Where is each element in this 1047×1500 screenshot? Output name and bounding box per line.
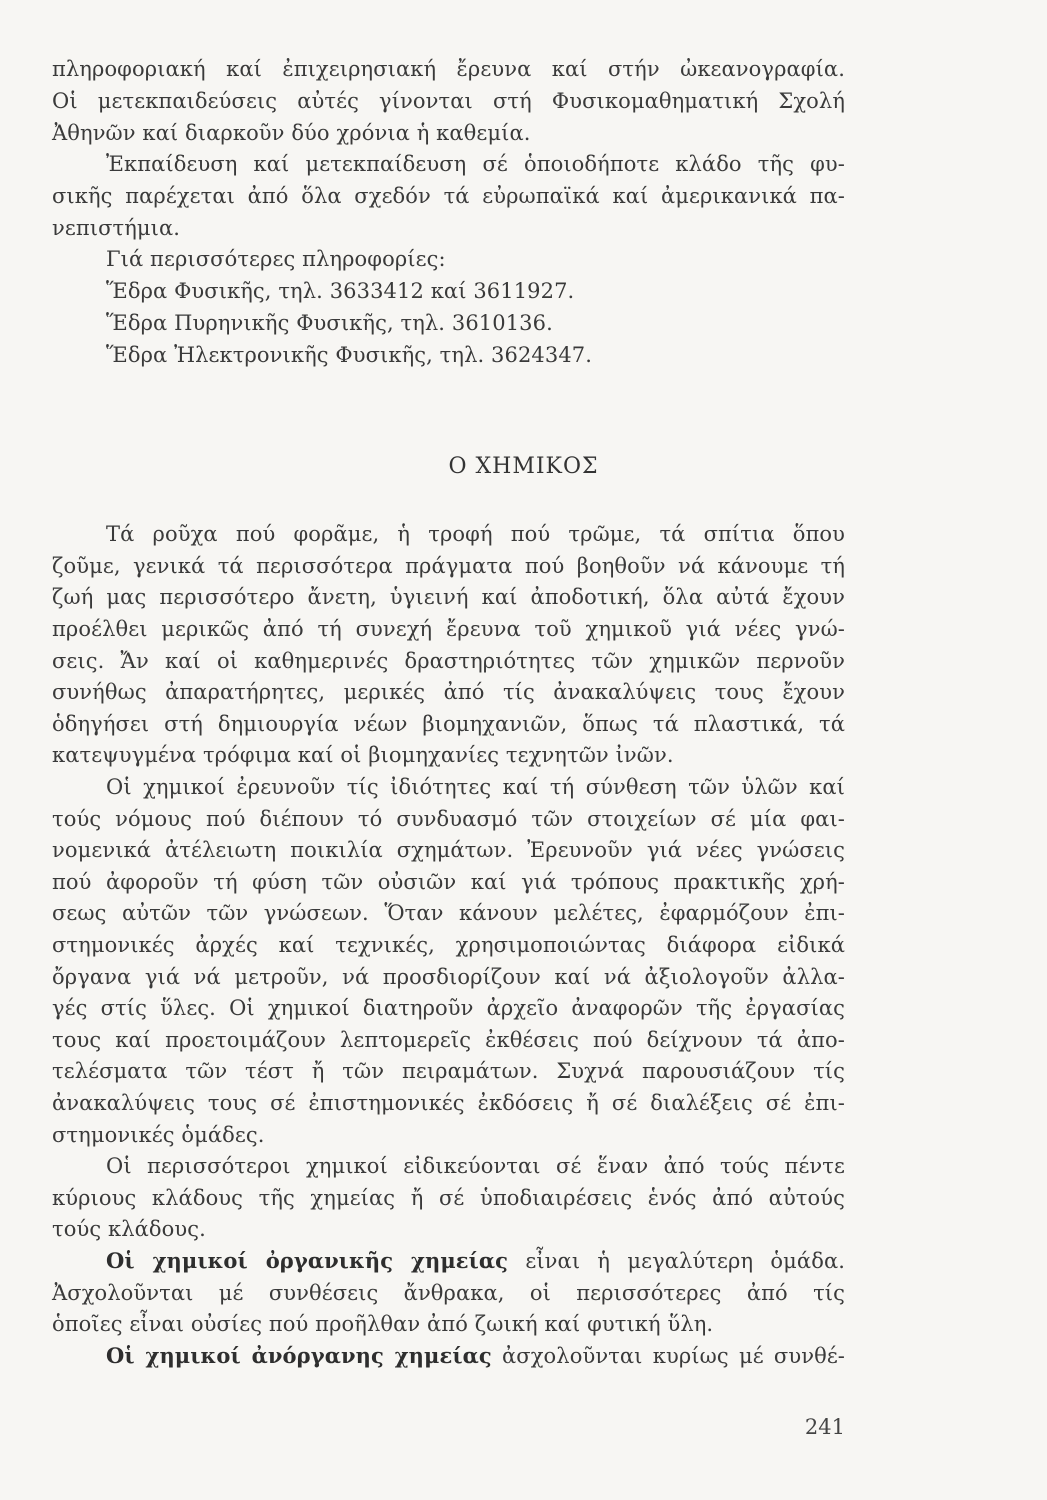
text-line: Ἀσχολοῦνται μέ συνθέσεις ἄνθρακα, οἱ περισσότερες ἀπό τίς	[52, 1281, 845, 1305]
text-line: σεις. Ἄν καί οἱ καθημερινές δραστηριότητες τῶν χημικῶν περνοῦν	[52, 649, 845, 673]
inorganic-chem-term: Οἱ χημικοί ἀνόργανης χημείας	[106, 1343, 492, 1368]
text-line: κύριους κλάδους τῆς χημείας ἤ σέ ὑποδιαιρέσεις ἑνός ἀπό αὐτούς	[52, 1186, 845, 1210]
contact-line: Ἕδρα Ἠλεκτρονικῆς Φυσικῆς, τηλ. 3624347.	[106, 343, 593, 367]
text-line: τούς κλάδους.	[52, 1217, 206, 1241]
page-number: 241	[804, 1415, 845, 1439]
text-line: τους καί προετοιμάζουν λεπτομερεῖς ἐκθέσεις πού δείχνουν τά ἀπο-	[52, 1028, 845, 1052]
text-line: τούς νόμους πού διέπουν τό συνδυασμό τῶν στοιχείων σέ μία φαι-	[52, 807, 845, 831]
text-line: προέλθει μερικῶς ἀπό τή συνεχή ἔρευνα τοῦ χημικοῦ γιά νέες γνώ-	[52, 617, 845, 641]
text-line: νεπιστήμια.	[52, 216, 181, 240]
text-line: Οἱ μετεκπαιδεύσεις αὐτές γίνονται στή Φυσικομαθηματική Σχολή	[52, 89, 845, 113]
contact-line: Ἕδρα Φυσικῆς, τηλ. 3633412 καί 3611927.	[106, 279, 575, 303]
text-line: τελέσματα τῶν τέστ ἤ τῶν πειραμάτων. Συχνά παρουσιάζουν τίς	[52, 1059, 845, 1083]
text-line: συνήθως ἀπαρατήρητες, μερικές ἀπό τίς ἀνακαλύψεις τους ἔχουν	[52, 680, 845, 704]
text-line: Οἱ περισσότεροι χημικοί εἰδικεύονται σέ ἕναν ἀπό τούς πέντε	[106, 1154, 845, 1178]
text-line: κατεψυγμένα τρόφιμα καί οἱ βιομηχανίες τεχνητῶν ἰνῶν.	[52, 743, 674, 767]
text-line: γές στίς ὕλες. Οἱ χημικοί διατηροῦν ἀρχεῖο ἀναφορῶν τῆς ἐργασίας	[52, 996, 845, 1020]
organic-paragraph-lead	[106, 1246, 845, 1276]
text-line: ἀνακαλύψεις τους σέ ἐπιστημονικές ἐκδόσεις ἤ σέ διαλέξεις σέ ἐπι-	[52, 1091, 845, 1115]
inorganic-lead-rest: ἀσχολοῦνται κυρίως μέ συνθέ-	[491, 1344, 846, 1368]
text-line: ὁποῖες εἶναι οὐσίες πού προῆλθαν ἀπό ζωική καί φυτική ὕλη.	[52, 1312, 714, 1336]
text-line: σικῆς παρέχεται ἀπό ὅλα σχεδόν τά εὐρωπαϊκά καί ἀμερικανικά πα-	[52, 184, 845, 208]
info-heading: Γιά περισσότερες πληροφορίες:	[106, 247, 446, 271]
organic-lead-rest: εἶναι ἡ μεγαλύτερη ὁμάδα.	[508, 1249, 845, 1273]
text-line: Ἀθηνῶν καί διαρκοῦν δύο χρόνια ἡ καθεμία.	[52, 121, 531, 145]
inorganic-paragraph-lead	[106, 1341, 845, 1371]
text-line: ὁδηγήσει στή δημιουργία νέων βιομηχανιῶν, ὅπως τά πλαστικά, τά	[52, 712, 845, 736]
text-line: Ἐκπαίδευση καί μετεκπαίδευση σέ ὁποιοδήποτε κλάδο τῆς φυ-	[106, 152, 845, 176]
text-line: πληροφοριακή καί ἐπιχειρησιακή ἔρευνα καί στήν ὠκεανογραφία.	[52, 57, 845, 81]
text-line: ζοῦμε, γενικά τά περισσότερα πράγματα πού βοηθοῦν νά κάνουμε τή	[52, 554, 845, 578]
contact-line: Ἕδρα Πυρηνικῆς Φυσικῆς, τηλ. 3610136.	[106, 311, 553, 335]
text-line: ὄργανα γιά νά μετροῦν, νά προσδιορίζουν καί νά ἀξιολογοῦν ἀλλα-	[52, 965, 845, 989]
text-line: στημονικές ἀρχές καί τεχνικές, χρησιμοποιώντας διάφορα εἰδικά	[52, 933, 845, 957]
text-line: σεως αὐτῶν τῶν γνώσεων. Ὅταν κάνουν μελέτες, ἐφαρμόζουν ἐπι-	[52, 901, 845, 925]
section-title: Ο ΧΗΜΙΚΟΣ	[448, 454, 599, 479]
text-line: ζωή μας περισσότερο ἄνετη, ὑγιεινή καί ἀποδοτική, ὅλα αὐτά ἔχουν	[52, 585, 845, 609]
text-line: πού ἀφοροῦν τή φύση τῶν οὐσιῶν καί γιά τρόπους πρακτικῆς χρή-	[52, 870, 845, 894]
organic-chem-term: Οἱ χημικοί ὀργανικῆς χημείας	[106, 1248, 509, 1273]
text-line: Τά ροῦχα πού φορᾶμε, ἡ τροφή πού τρῶμε, τά σπίτια ὅπου	[106, 522, 845, 546]
text-line: νομενικά ἀτέλειωτη ποικιλία σχημάτων. Ἐρευνοῦν γιά νέες γνώσεις	[52, 838, 845, 862]
text-line: στημονικές ὁμάδες.	[52, 1123, 265, 1147]
text-line: Οἱ χημικοί ἐρευνοῦν τίς ἰδιότητες καί τή σύνθεση τῶν ὑλῶν καί	[106, 775, 845, 799]
